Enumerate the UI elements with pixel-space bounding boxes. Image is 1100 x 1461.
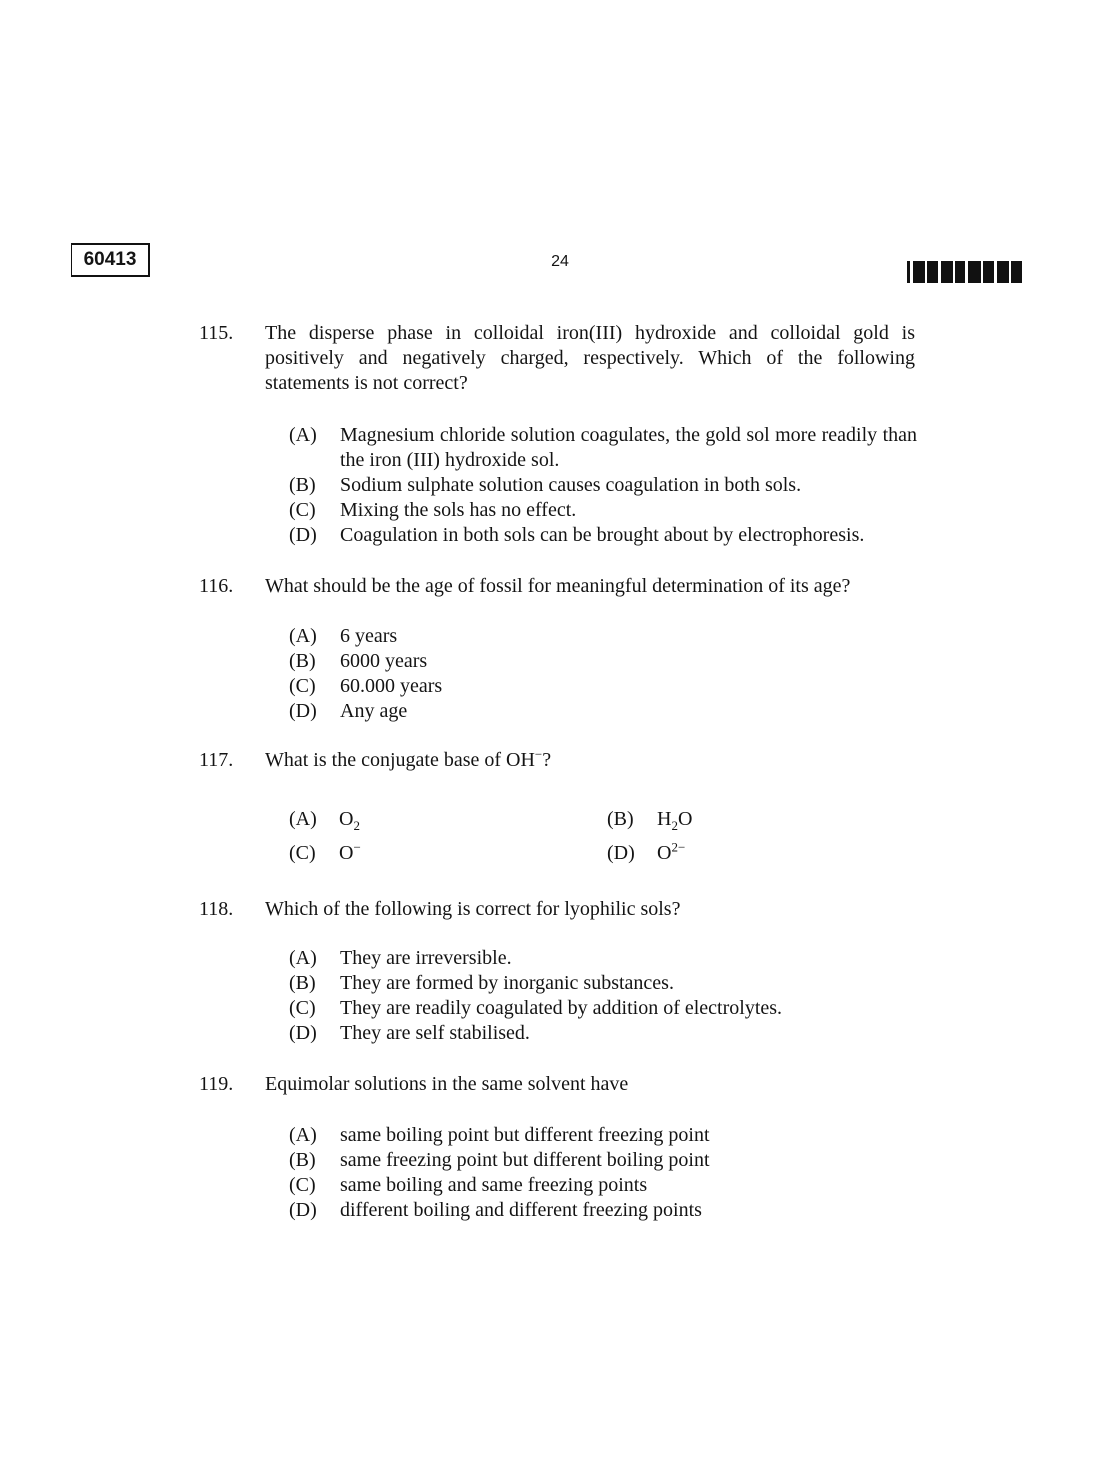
option-b: (B) 6000 years	[289, 650, 428, 672]
option-a: (A) They are irreversible.	[289, 947, 512, 969]
options-116	[289, 624, 917, 724]
question-118	[199, 897, 915, 922]
option-c: (C) They are readily coagulated by addition of electrolytes.	[289, 997, 783, 1019]
option-c: (C) O−	[289, 839, 361, 864]
options-119	[289, 1123, 917, 1223]
question-number: 117.	[199, 749, 234, 771]
page-number: 24	[551, 253, 569, 270]
question-stem: Equimolar solutions in the same solvent have	[265, 1073, 629, 1095]
option-b: (B) $H_2O$	[607, 808, 693, 833]
question-number: 116.	[199, 575, 234, 597]
option-b: (B) same freezing point but different boiling point	[289, 1149, 710, 1171]
question-115	[199, 321, 915, 396]
paper-code-box: 60413	[71, 243, 150, 277]
barcode	[907, 261, 1033, 283]
option-b: (B) Sodium sulphate solution causes coagulation in both sols.	[289, 474, 802, 496]
question-119	[199, 1072, 915, 1097]
options-118	[289, 946, 917, 1046]
question-number: 119.	[199, 1073, 234, 1095]
question-116	[199, 574, 915, 599]
options-115	[289, 423, 917, 548]
option-c: (C) Mixing the sols has no effect.	[289, 499, 577, 521]
option-d: (D) $O^{2-}$	[607, 839, 686, 864]
question-stem: Which of the following is correct for lyophilic sols?	[265, 898, 681, 920]
question-stem: What should be the age of fossil for meaningful determination of its age?	[265, 575, 851, 597]
option-a: (A) same boiling point but different freezing point	[289, 1124, 710, 1146]
question-117	[199, 748, 915, 773]
option-d: (D) Any age	[289, 700, 408, 722]
option-a: (A) 6 years	[289, 625, 398, 647]
option-a: (A) Magnesium chloride solution coagulates, the gold sol more readily than the iron (III) hydroxide sol.	[289, 424, 917, 471]
option-d: (D) different boiling and different freezing points	[289, 1199, 702, 1221]
question-number: 115.	[199, 322, 234, 344]
option-d: (D) They are self stabilised.	[289, 1022, 530, 1044]
question-number: 118.	[199, 898, 234, 920]
option-c: (C) 60.000 years	[289, 675, 443, 697]
option-a: (A) $O_2$	[289, 808, 360, 833]
option-c: (C) same boiling and same freezing points	[289, 1174, 648, 1196]
question-stem: The disperse phase in colloidal iron(III) hydroxide and colloidal gold is positively and negatively charged, respectively. Which of the following statements is not correct?	[265, 322, 915, 394]
option-d: (D) Coagulation in both sols can be brought about by electrophoresis.	[289, 524, 865, 546]
option-b: (B) They are formed by inorganic substances.	[289, 972, 674, 994]
question-stem: What is the conjugate base of OH−?	[265, 746, 552, 771]
